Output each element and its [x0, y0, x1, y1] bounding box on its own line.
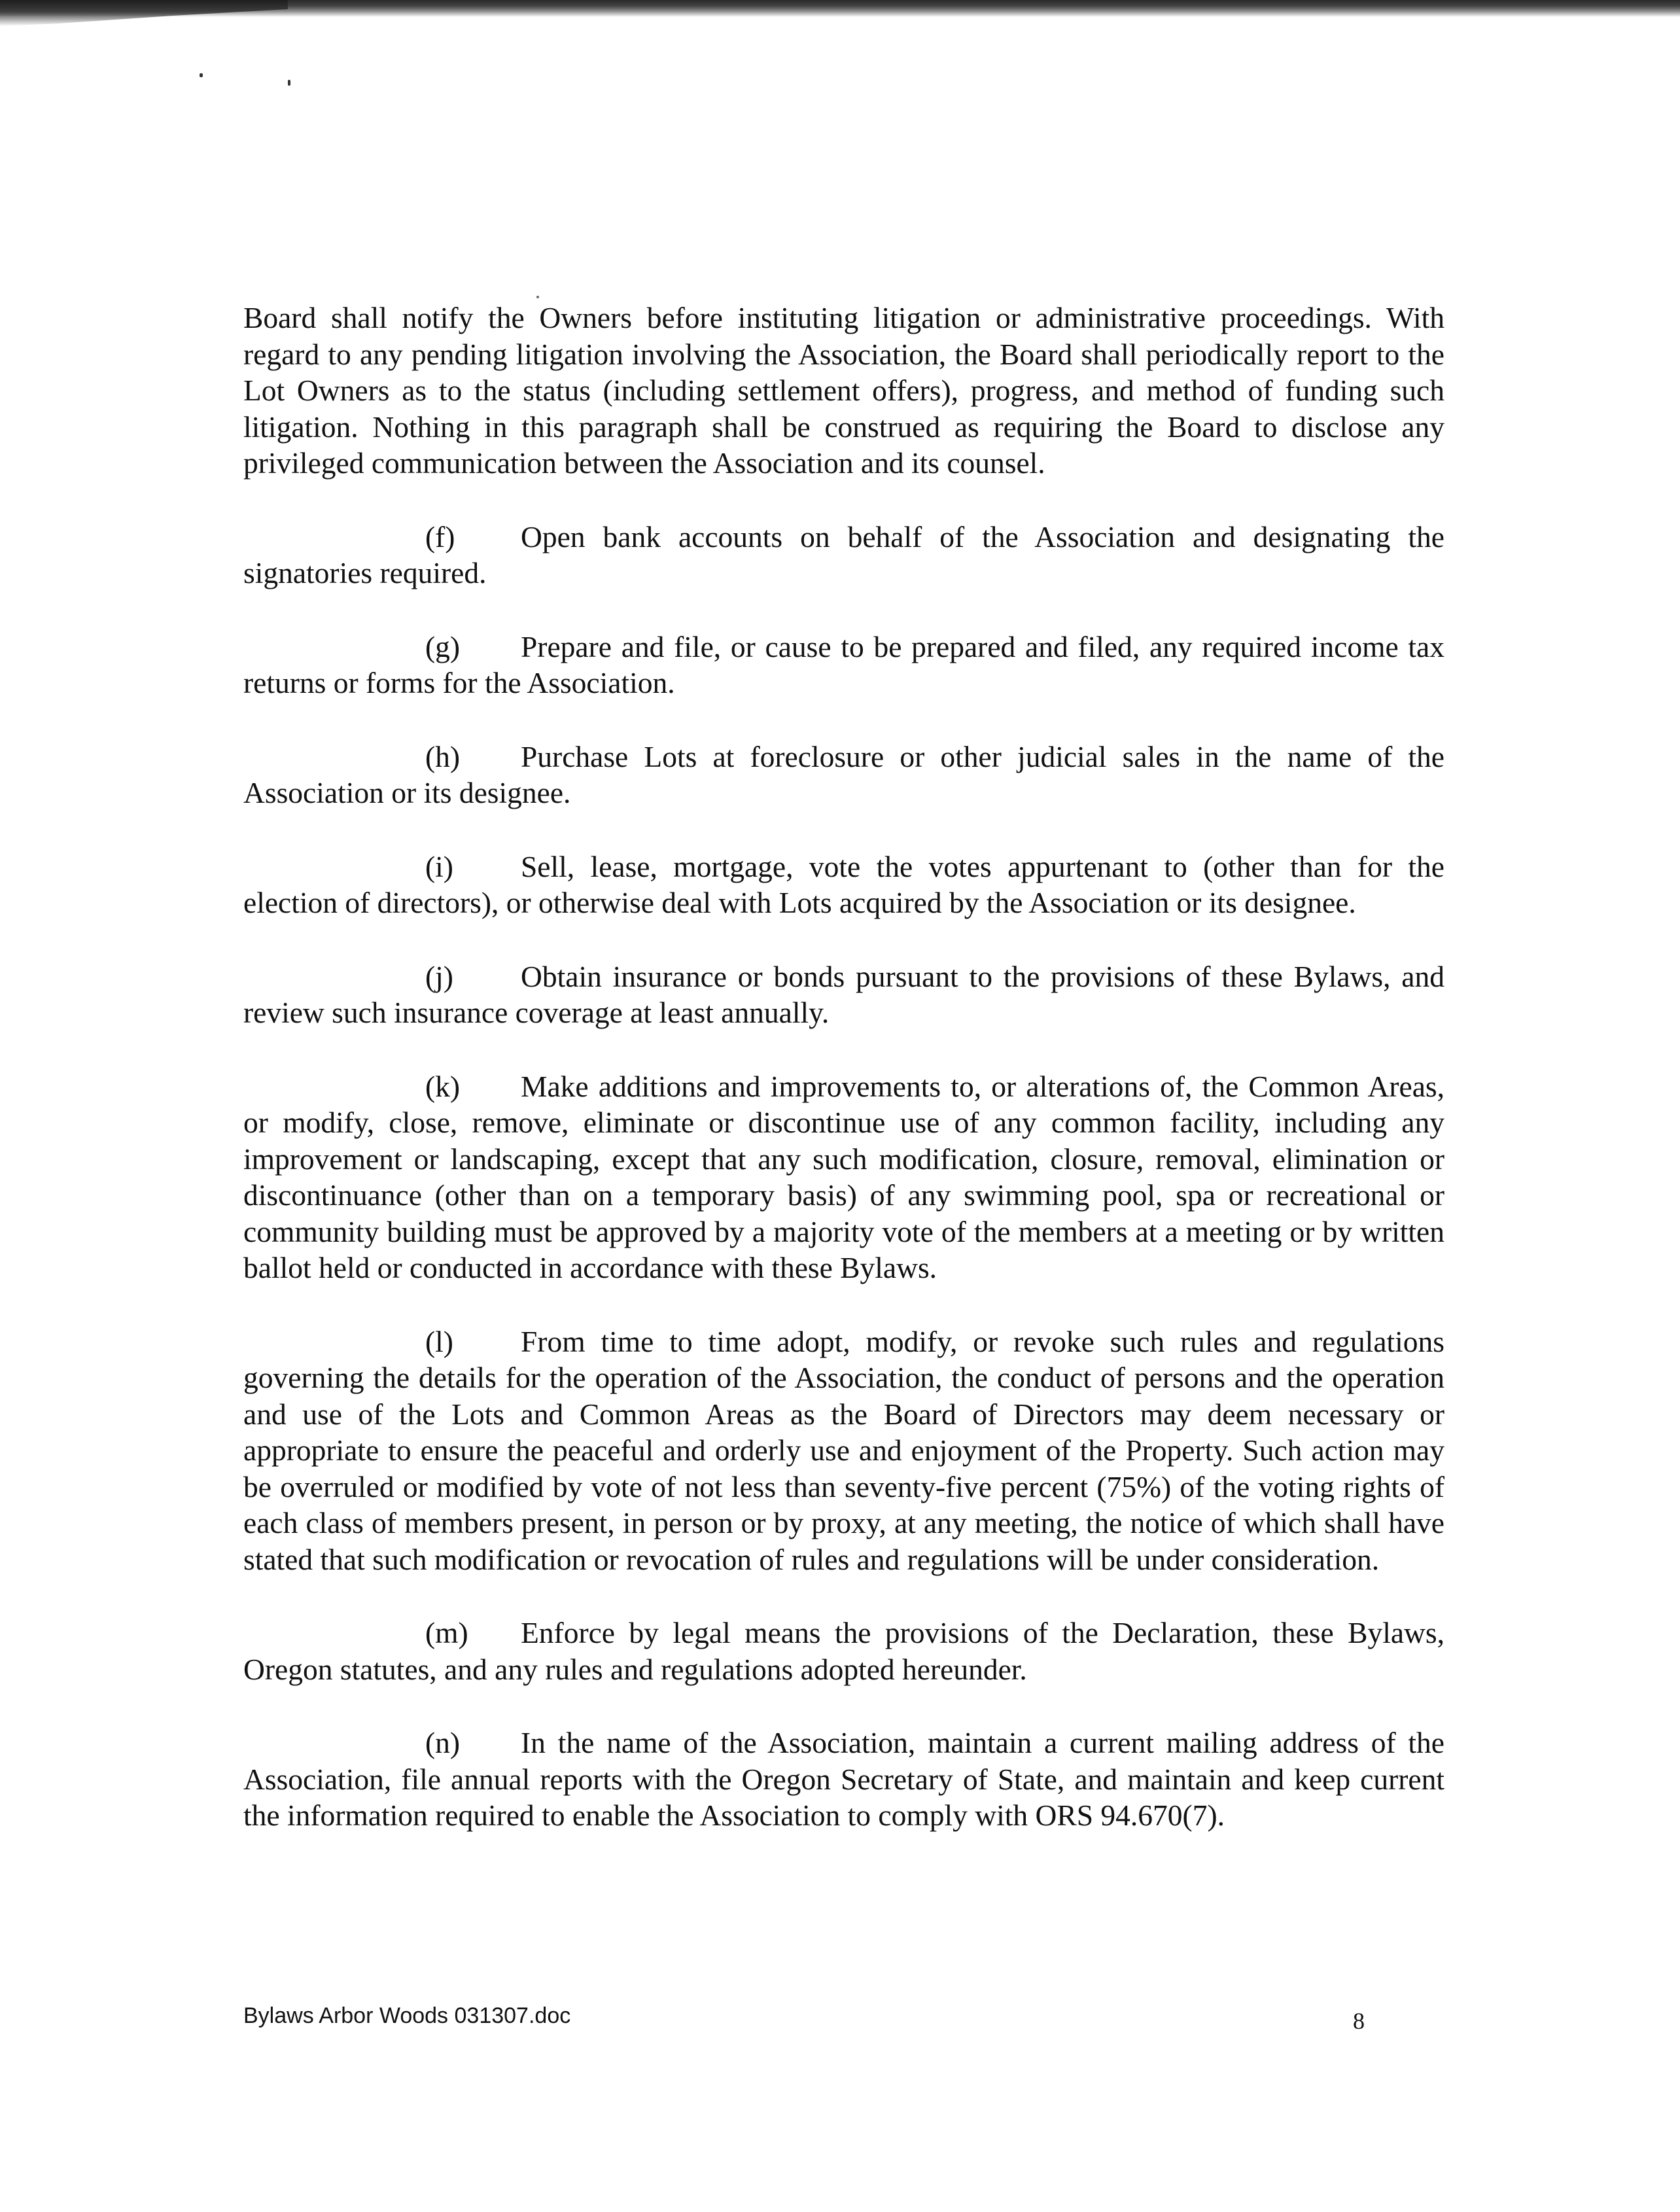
paragraph-j — [243, 958, 1444, 1031]
paragraph-text: In the name of the Association, maintain a current mailing address of the Association, file annual reports with the Oregon Secretary of State, and maintain and keep current the information required to enable the Association to comply with ORS 94.670(7). — [243, 1726, 1444, 1832]
scan-speck — [200, 73, 203, 77]
scan-speck — [288, 80, 290, 86]
paragraph-marker: (l) — [425, 1324, 453, 1358]
paragraph-marker: (m) — [425, 1616, 468, 1649]
paragraph-l — [243, 1324, 1444, 1578]
footer-page-number: 8 — [1353, 2008, 1365, 2034]
paragraph-text: Enforce by legal means the provisions of the Declaration, these Bylaws, Oregon statutes, and any rules and regulations adopted hereunder. — [243, 1616, 1444, 1686]
paragraph-marker: (f) — [425, 519, 455, 553]
paragraph-text: Sell, lease, mortgage, vote the votes appurtenant to (other than for the election of directors), or otherwise deal with Lots acquired by the Association or its designee. — [243, 849, 1444, 919]
paragraph-text: Board shall notify the Owners before instituting litigation or administrative proceedings. With regard to any pending litigation involving the Association, the Board shall periodically report to the Lot Owners as to the status (including settlement offers), progress, and method of funding such litigation. Nothing in this paragraph shall be construed as requiring the Board to disclose any privileged communication between the Association and its counsel. — [243, 301, 1444, 480]
document-body — [243, 300, 1444, 1871]
paragraph-text: Obtain insurance or bonds pursuant to the provisions of these Bylaws, and review such insurance coverage at least annually. — [243, 959, 1444, 1029]
footer-filename: Bylaws Arbor Woods 031307.doc — [243, 2003, 571, 2028]
paragraph-marker: (h) — [425, 739, 461, 773]
paragraph-g — [243, 629, 1444, 701]
paragraph-marker: (j) — [425, 959, 453, 993]
scan-speck — [536, 296, 539, 298]
paragraph-f — [243, 519, 1444, 591]
paragraph-i — [243, 849, 1444, 921]
paragraph-marker: (g) — [425, 629, 461, 663]
paragraph-h — [243, 739, 1444, 811]
paragraph-text: Open bank accounts on behalf of the Association and designating the signatories required. — [243, 519, 1444, 589]
paragraph-text: From time to time adopt, modify, or revoke such rules and regulations governing the details for the operation of the Association, the conduct of persons and the operation and use of the Lots and Common Areas as the Board of Directors may deem necessary or appropriate to ensure the peaceful and orderly use and enjoyment of the Property. Such action may be overruled or modified by vote of not less than seventy-five percent (75%) of the voting rights of each class of members present, in person or by proxy, at any meeting, the notice of which shall have stated that such modification or revocation of rules and regulations will be under consideration. — [243, 1324, 1444, 1576]
paragraph-marker: (k) — [425, 1069, 461, 1103]
paragraph-marker: (n) — [425, 1726, 461, 1759]
paragraph-text: Make additions and improvements to, or alterations of, the Common Areas, or modify, close, remove, eliminate or discontinue use of any common facility, including any improvement or landscaping, except that any such modification, closure, removal, elimination or discontinuance (other than on a temporary basis) of any swimming pool, spa or recreational or community building must be approved by a majority vote of the members at a meeting or by written ballot held or conducted in accordance with these Bylaws. — [243, 1069, 1444, 1284]
paragraph-text: Prepare and file, or cause to be prepared and filed, any required income tax returns or forms for the Association. — [243, 629, 1444, 699]
paragraph-n — [243, 1725, 1444, 1834]
paragraph-continuation — [243, 300, 1444, 482]
paragraph-k — [243, 1068, 1444, 1286]
paragraph-text: Purchase Lots at foreclosure or other judicial sales in the name of the Association or its designee. — [243, 739, 1444, 809]
paragraph-m — [243, 1615, 1444, 1687]
paragraph-marker: (i) — [425, 849, 453, 883]
